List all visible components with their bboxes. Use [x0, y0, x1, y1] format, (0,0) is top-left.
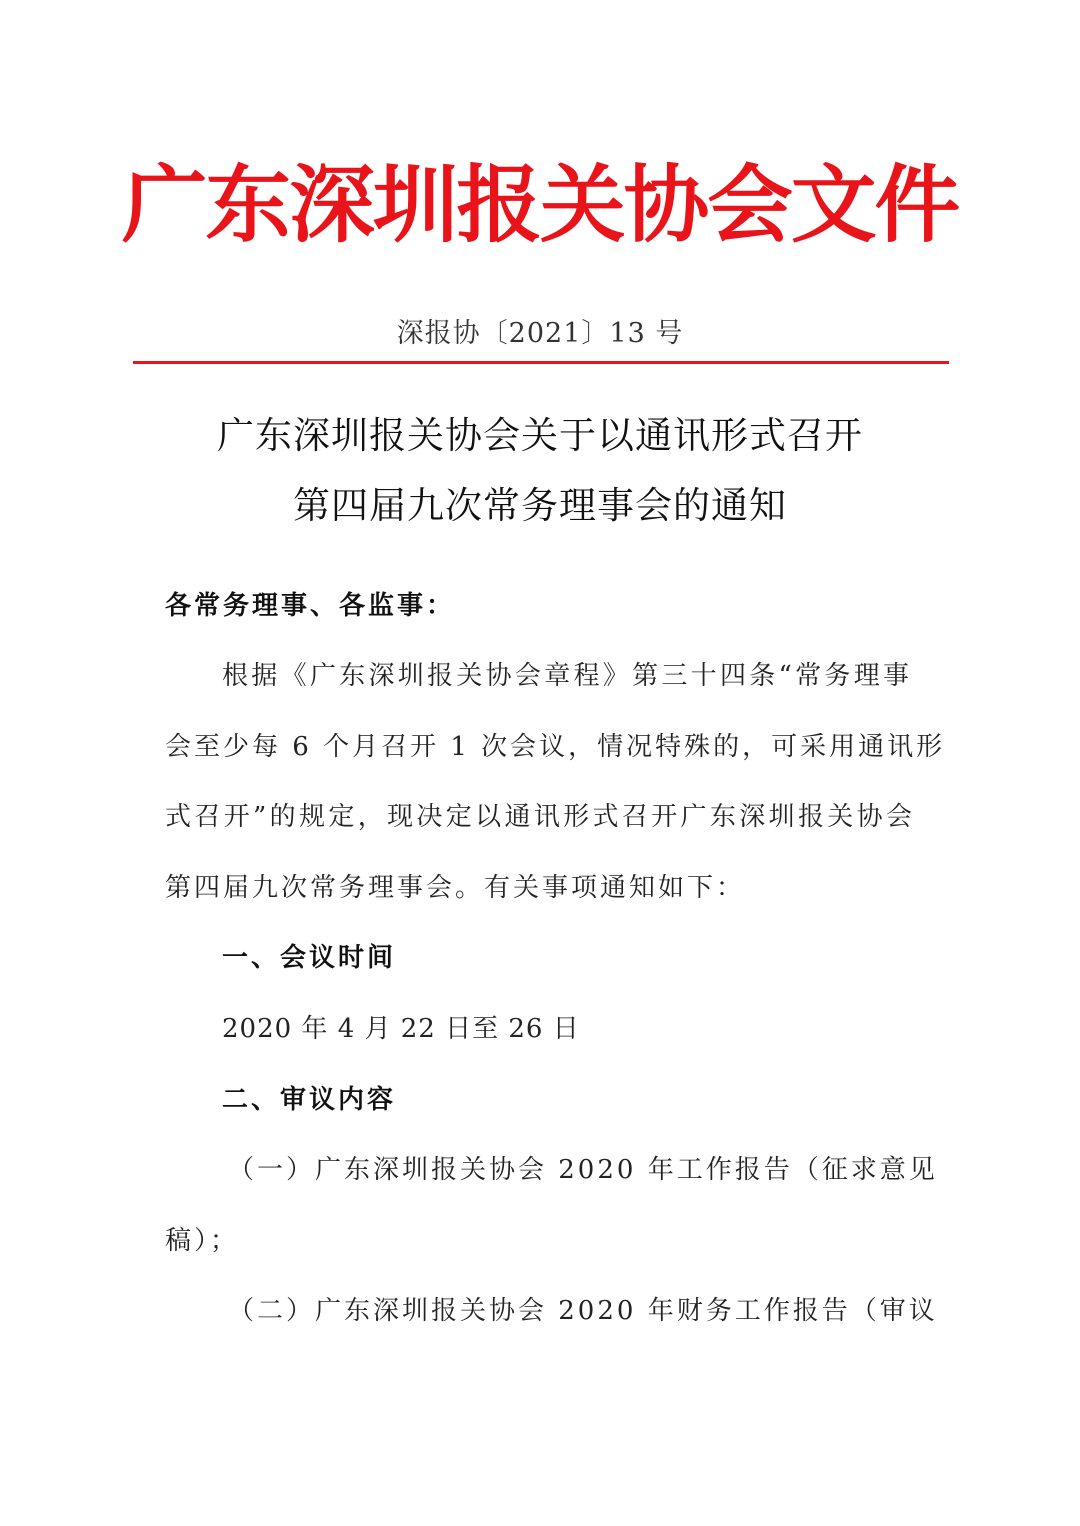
notice-title-line-2: 第四届九次常务理事会的通知	[293, 484, 787, 527]
notice-title-line-1: 广东深圳报关协会关于以通讯形式召开	[217, 414, 863, 457]
section-1-heading: 一、会议时间	[222, 943, 397, 973]
red-divider-line	[133, 361, 949, 364]
section-2-heading: 二、审议内容	[222, 1085, 397, 1115]
intro-line-1: 根据《广东深圳报关协会章程》第三十四条“常务理事	[222, 661, 912, 691]
agenda-item-1-line-1: （一）广东深圳报关协会 2020 年工作报告（征求意见	[228, 1155, 938, 1185]
agenda-item-2-line-1: （二）广东深圳报关协会 2020 年财务工作报告（审议	[228, 1296, 938, 1326]
agenda-item-1-line-2: 稿）；	[165, 1226, 240, 1256]
intro-line-4: 第四届九次常务理事会。有关事项通知如下：	[165, 873, 746, 903]
org-header-title: 广东深圳报关协会文件	[121, 156, 959, 254]
intro-line-2: 会至少每 6 个月召开 1 次会议，情况特殊的，可采用通讯形	[165, 732, 946, 762]
meeting-date: 2020 年 4 月 22 日至 26 日	[222, 1014, 580, 1044]
salutation: 各常务理事、各监事：	[165, 591, 456, 621]
intro-line-3: 式召开”的规定，现决定以通讯形式召开广东深圳报关协会	[165, 802, 915, 832]
document-number: 深报协〔2021〕13 号	[396, 318, 684, 349]
